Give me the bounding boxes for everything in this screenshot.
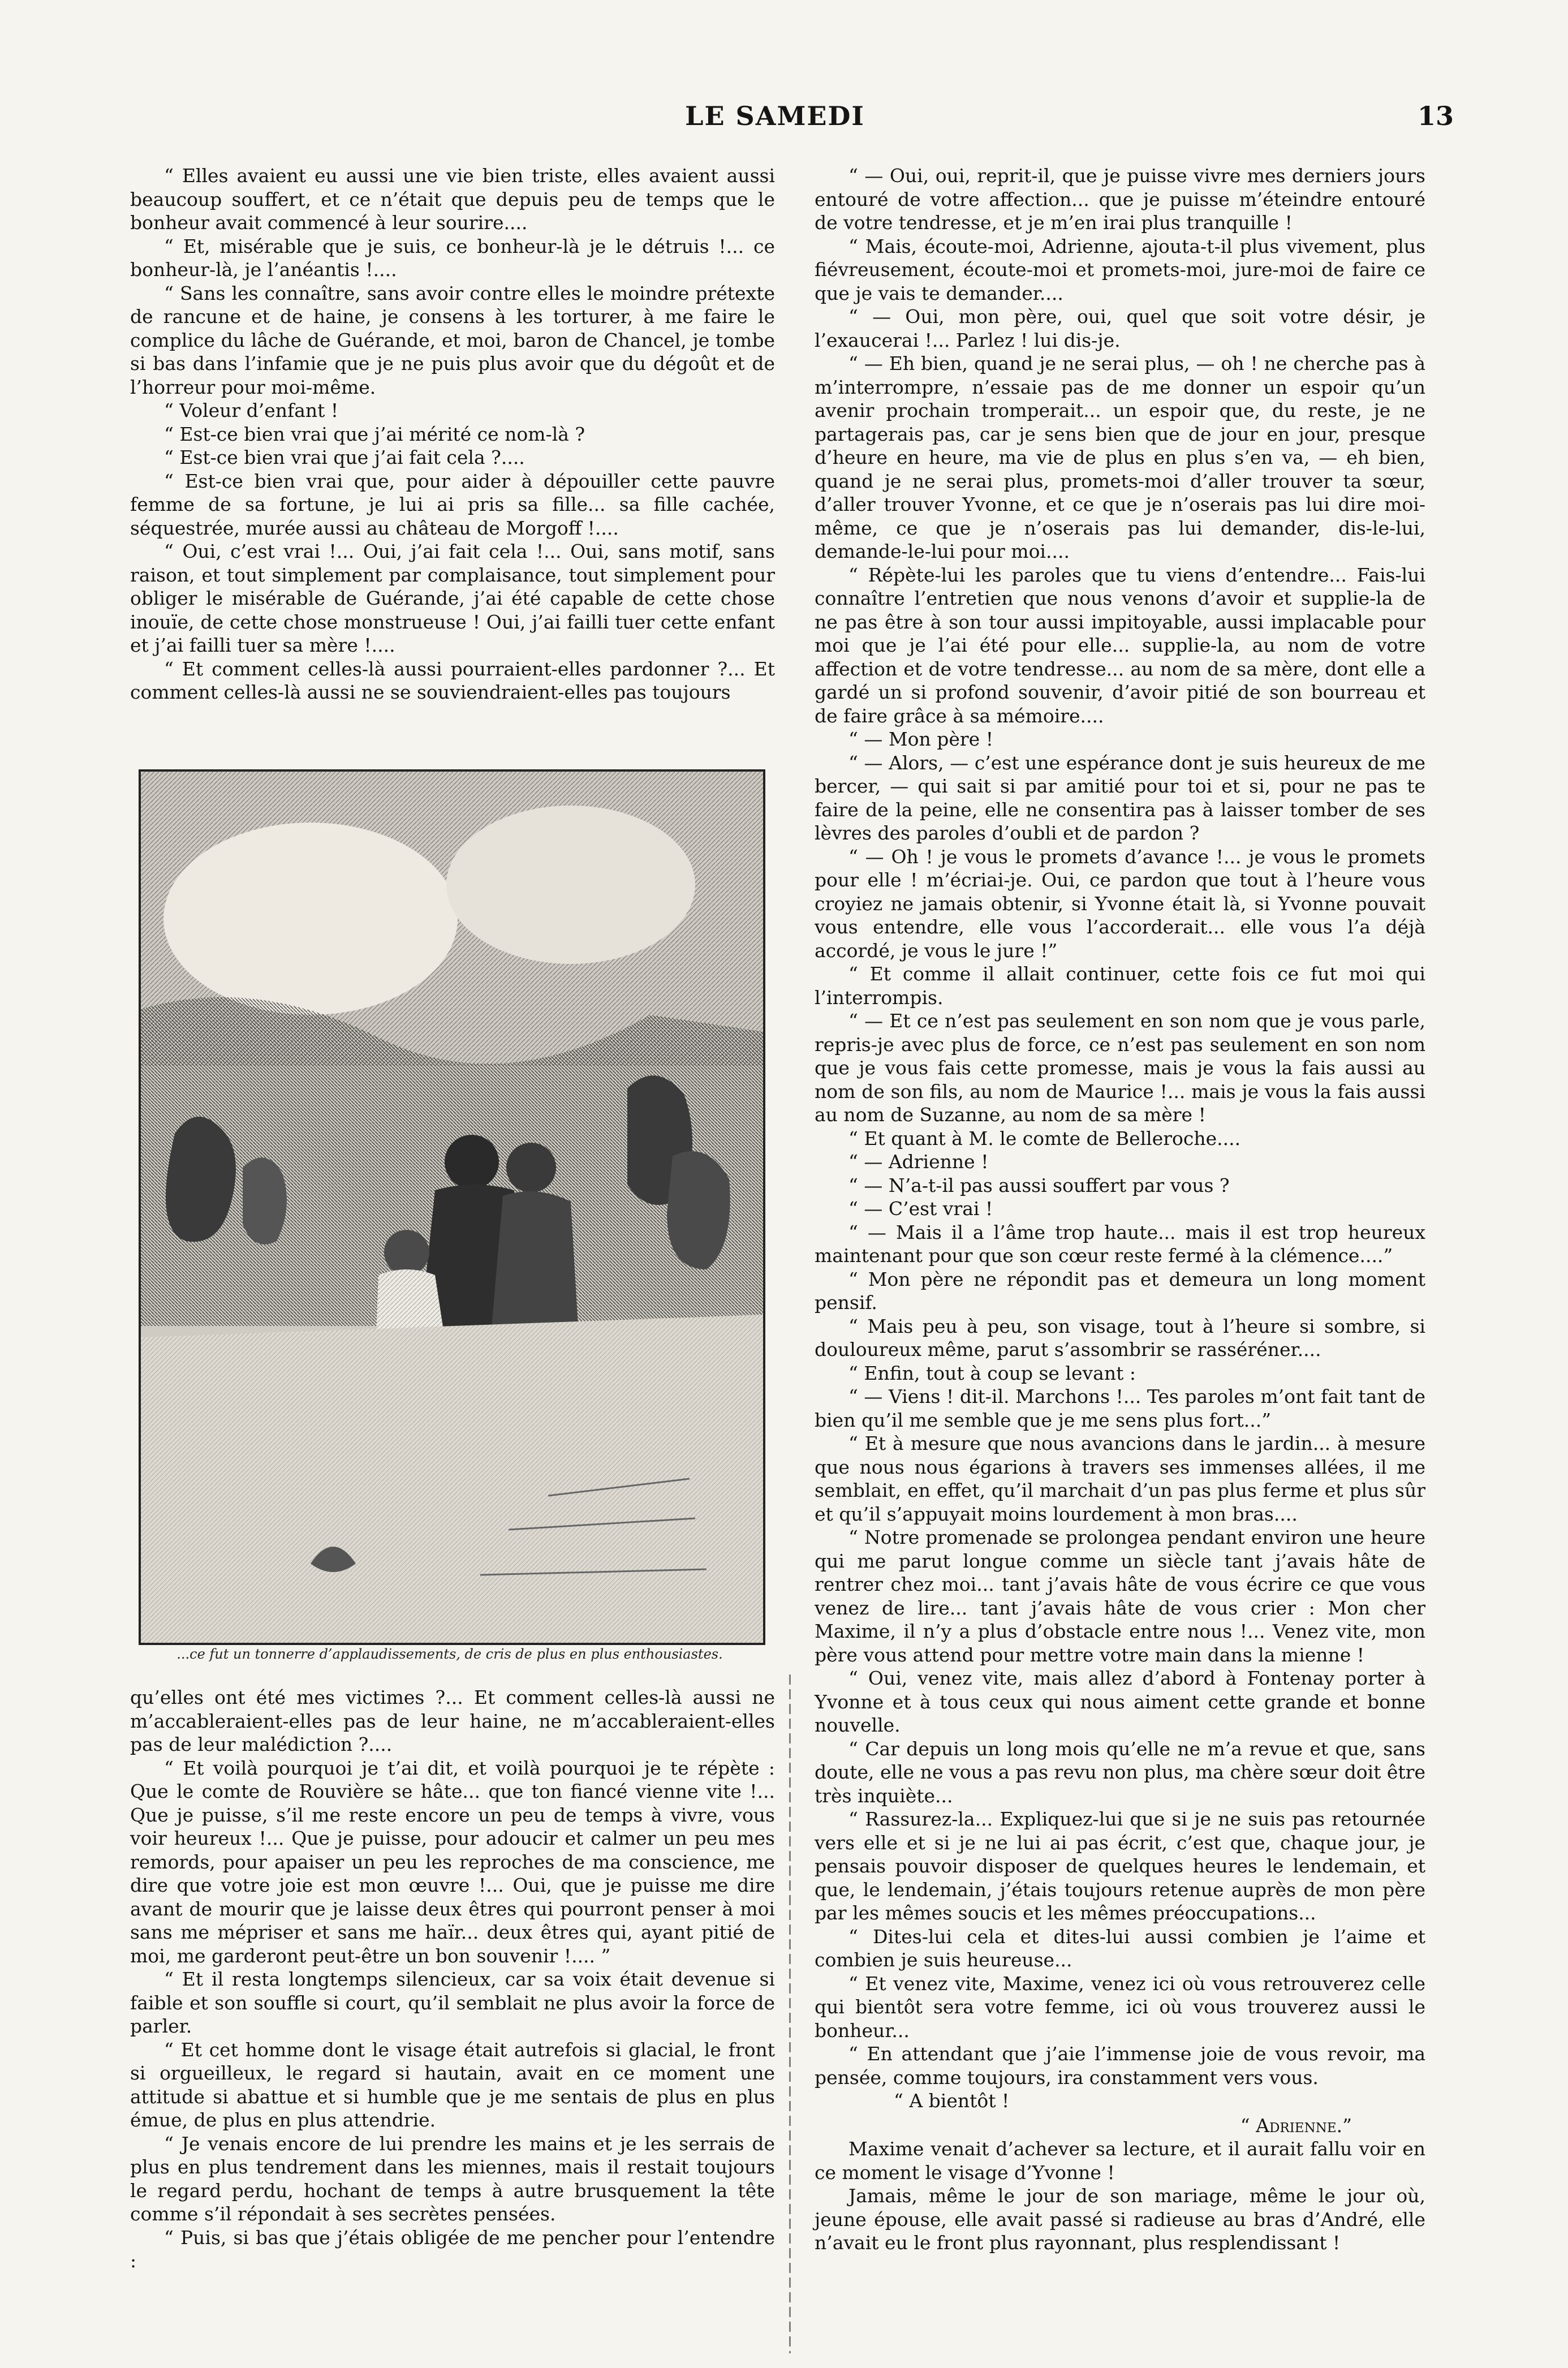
paragraph: “ — Alors, — c’est une espérance dont je suis heureux de me bercer, — qui sait si par amitié pour toi et si, pour ne pas te faire de la peine, elle ne consentira pas à laisser tomber de ses lèvres des paroles d’oubli et de pardon ?	[815, 751, 1425, 844]
paragraph: “ — Oh ! je vous le promets d’avance !... je vous le promets pour elle ! m’écriai-je. Oui, ce pardon que tout à l’heure vous croyiez ne jamais obtenir, si Yvonne était là, si Yvonne pouvait vous entendre, elle vous l’accorderait... elle vous l’a déjà accordé, je vous le jure !”	[815, 845, 1425, 962]
paragraph: “ Elles avaient eu aussi une vie bien triste, elles avaient aussi beaucoup souffert, et ce n’était que depuis peu de temps que le bonheur avait commencé à leur sourire....	[130, 165, 775, 234]
engraving-picture	[141, 772, 763, 1643]
paragraph: “ Notre promenade se prolongea pendant environ une heure qui me parut longue comme un siècle tant j’avais hâte de rentrer chez moi... tant j’avais hâte de vous écrire ce que vous venez de lire... tant j’avais hâte de vous crier : Mon cher Maxime, il n’y a plus d’obstacle entre nous !... Venez vite, mon père vous attend pour mettre votre main dans la mienne !	[815, 1526, 1425, 1666]
paragraph: “ Mais, écoute-moi, Adrienne, ajouta-t-il plus vivement, plus fiévreusement, écoute-moi et promets-moi, jure-moi de faire ce que je vais te demander....	[815, 235, 1425, 304]
paragraph: “ Est-ce bien vrai que, pour aider à dépouiller cette pauvre femme de sa fortune, je lui ai pris sa fille... sa fille cachée, séquestrée, murée aussi au château de Morgoff !....	[130, 470, 775, 539]
paragraph: “ Mais peu à peu, son visage, tout à l’heure si sombre, si douloureux même, parut s’assombrir se rasséréner....	[815, 1315, 1425, 1360]
paragraph: Jamais, même le jour de son mariage, même le jour où, jeune épouse, elle avait passé si radieuse au bras d’André, elle n’avait eu le front plus rayonnant, plus resplendissant !	[815, 2185, 1425, 2254]
paragraph: “ En attendant que j’aie l’immense joie de vous revoir, ma pensée, comme toujours, ira constamment vers vous.	[815, 2043, 1425, 2089]
letter-signature: “ Adrienne.”	[1240, 2114, 1352, 2137]
paragraph: “ Et venez vite, Maxime, venez ici où vous retrouverez celle qui bientôt sera votre femme, ici où vous trouverez aussi le bonheur...	[815, 1972, 1425, 2042]
paragraph: “ Rassurez-la... Expliquez-lui que si je ne suis pas retournée vers elle et si je ne lui ai pas écrit, c’est que, chaque jour, je pensais pouvoir disposer de quelques heures le lendemain, et que, le lendemain, j’étais toujours retenue auprès de mon père par les mêmes soucis et les mêmes préoccupations...	[815, 1808, 1425, 1924]
paragraph: “ Et comment celles-là aussi pourraient-elles pardonner ?... Et comment celles-là aussi ne se souviendraient-elles pas toujours	[130, 657, 775, 703]
paragraph: “ Mon père ne répondit pas et demeura un long moment pensif.	[815, 1268, 1425, 1314]
page-header	[85, 96, 1465, 147]
paragraph: “ — Oui, oui, reprit-il, que je puisse vivre mes derniers jours entouré de votre affection... que je puisse m’éteindre entouré de votre tendresse, et je m’en irai plus tranquille !	[815, 165, 1425, 234]
newspaper-title: LE SAMEDI	[685, 101, 865, 131]
paragraph: “ — N’a-t-il pas aussi souffert par vous ?	[848, 1174, 1230, 1196]
illustration-caption: ...ce fut un tonnerre d’applaudissements, de cris de plus en plus enthousiastes.	[176, 1646, 723, 1662]
paragraph: “ — Viens ! dit-il. Marchons !... Tes paroles m’ont fait tant de bien qu’il me semble que je me sens plus fort...”	[815, 1385, 1425, 1431]
left-column-bottom	[130, 1686, 775, 2273]
paragraph: “ A bientôt !	[894, 2090, 1010, 2112]
paragraph: “ Et à mesure que nous avancions dans le jardin... à mesure que nous nous égarions à travers ses immenses allées, il me semblait, en effet, qu’il marchait d’un pas plus ferme et plus sûr et qu’il s’appuyait moins lourdement à mon bras....	[815, 1432, 1425, 1525]
paragraph: “ Oui, venez vite, mais allez d’abord à Fontenay porter à Yvonne et à tous ceux qui nous aiment cette grande et bonne nouvelle.	[815, 1667, 1425, 1736]
paragraph: “ Et il resta longtemps silencieux, car sa voix était devenue si faible et son souffle si court, qu’il semblait ne plus avoir la force de parler.	[130, 1968, 775, 2037]
paragraph: “ — C’est vrai !	[848, 1198, 993, 1220]
paragraph: “ — Eh bien, quand je ne serai plus, — oh ! ne cherche pas à m’interrompre, n’essaie pas de me donner un espoir qu’un avenir prochain tromperait... un espoir que, du reste, je ne partagerais pas, car je sens bien que de jour en jour, presque d’heure en heure, ma vie de plus en plus s’en va, — eh bien, quand je ne serai plus, promets-moi d’aller trouver ta sœur, d’aller trouver Yvonne, et ce que je n’oserais pas lui dire moi-même, ce que je n’oserais pas lui demander, dis-le-lui, demande-le-lui pour moi....	[815, 352, 1425, 562]
paragraph: “ — Oui, mon père, oui, quel que soit votre désir, je l’exaucerai !... Parlez ! lui dis-je.	[815, 305, 1425, 351]
paragraph: “ Et quant à M. le comte de Belleroche....	[848, 1127, 1241, 1149]
paragraph: “ — Et ce n’est pas seulement en son nom que je vous parle, repris-je avec plus de force, ce n’est pas seulement en son nom que je vous fais cette promesse, mais je vous la fais aussi au nom de son fils, au nom de Maurice !... mais je vous la fais aussi au nom de Suzanne, au nom de sa mère !	[815, 1010, 1425, 1126]
paragraph: “ Sans les connaître, sans avoir contre elles le moindre prétexte de rancune et de haine, je consens à les torturer, à me faire le complice du lâche de Guérande, et moi, baron de Chancel, je tombe si bas dans l’infamie que je ne puis plus avoir que du dégoût et de l’horreur pour moi-même.	[130, 282, 775, 398]
paragraph: “ Et cet homme dont le visage était autrefois si glacial, le front si orgueilleux, le regard si hautain, avait en ce moment une attitude si abattue et si humble que je me sentais de plus en plus émue, de plus en plus attendrie.	[130, 2038, 775, 2131]
paragraph: Maxime venait d’achever sa lecture, et il aurait fallu voir en ce moment le visage d’Yvonne !	[815, 2138, 1425, 2184]
engraving-illustration	[139, 769, 765, 1645]
left-column-top	[130, 164, 775, 704]
column-divider	[789, 1674, 791, 2353]
paragraph: “ Voleur d’enfant !	[164, 399, 339, 421]
paragraph: “ Et, misérable que je suis, ce bonheur-là je le détruis !... ce bonheur-là, je l’anéantis !....	[130, 235, 775, 281]
paragraph: “ Puis, si bas que j’étais obligée de me pencher pour l’entendre :	[130, 2226, 775, 2272]
paragraph: “ — Adrienne !	[848, 1151, 989, 1173]
paragraph: “ Car depuis un long mois qu’elle ne m’a revue et que, sans doute, elle ne vous a pas revu non plus, ma chère sœur doit être très inquiète...	[815, 1737, 1425, 1807]
paragraph: “ Oui, c’est vrai !... Oui, j’ai fait cela !... Oui, sans motif, sans raison, et tout simplement par complaisance, tout simplement pour obliger le misérable de Guérande, j’ai été capable de cette chose inouïe, de cette chose monstrueuse ! Oui, j’ai failli tuer cette enfant et j’ai failli tuer sa mère !....	[130, 540, 775, 656]
paragraph: “ Et comme il allait continuer, cette fois ce fut moi qui l’interrompis.	[815, 963, 1425, 1009]
paragraph: qu’elles ont été mes victimes ?... Et comment celles-là aussi ne m’accableraient-elles pas de leur haine, ne m’accableraient-elles pas de leur malédiction ?....	[130, 1686, 775, 1755]
paragraph: “ Je venais encore de lui prendre les mains et je les serrais de plus en plus tendrement dans les miennes, mais il restait toujours le regard perdu, hochant de temps à autre brusquement la tête comme s’il répondait à ses secrètes pensées.	[130, 2132, 775, 2225]
right-column	[815, 164, 1425, 2255]
paragraph: “ Répète-lui les paroles que tu viens d’entendre... Fais-lui connaître l’entretien que nous venons d’avoir et supplie-la de ne pas être à son tour aussi impitoyable, aussi implacable pour moi que je l’ai été pour elle... supplie-la, au nom de votre affection et de votre tendresse... au nom de sa mère, dont elle a gardé un si profond souvenir, d’avoir pitié de son bourreau et de faire grâce à sa mémoire....	[815, 563, 1425, 727]
page-number: 13	[1417, 101, 1454, 131]
paragraph: “ Enfin, tout à coup se levant :	[848, 1362, 1136, 1384]
paragraph: “ Est-ce bien vrai que j’ai fait cela ?....	[164, 446, 525, 468]
paragraph: “ — Mon père !	[848, 728, 993, 750]
paragraph: “ Est-ce bien vrai que j’ai mérité ce nom-là ?	[164, 423, 585, 445]
paragraph: “ — Mais il a l’âme trop haute... mais il est trop heureux maintenant pour que son cœur reste fermé à la clémence....”	[815, 1221, 1425, 1267]
paragraph: “ Dites-lui cela et dites-lui aussi combien je l’aime et combien je suis heureuse...	[815, 1925, 1425, 1971]
paragraph: “ Et voilà pourquoi je t’ai dit, et voilà pourquoi je te répète : Que le comte de Rouvière se hâte... que ton fiancé vienne vite !... Que je puisse, s’il me reste encore un peu de temps à vivre, vous voir heureux !... Que je puisse, pour adoucir et calmer un peu mes remords, pour apaiser un peu les reproches de ma conscience, me dire que votre joie est mon œuvre !... Oui, que je puisse me dire avant de mourir que je laisse deux êtres qui pourront penser à moi sans me mépriser et sans me haïr... deux êtres qui, ayant pitié de moi, me garderont peut-être un bon souvenir !.... ”	[130, 1756, 775, 1967]
